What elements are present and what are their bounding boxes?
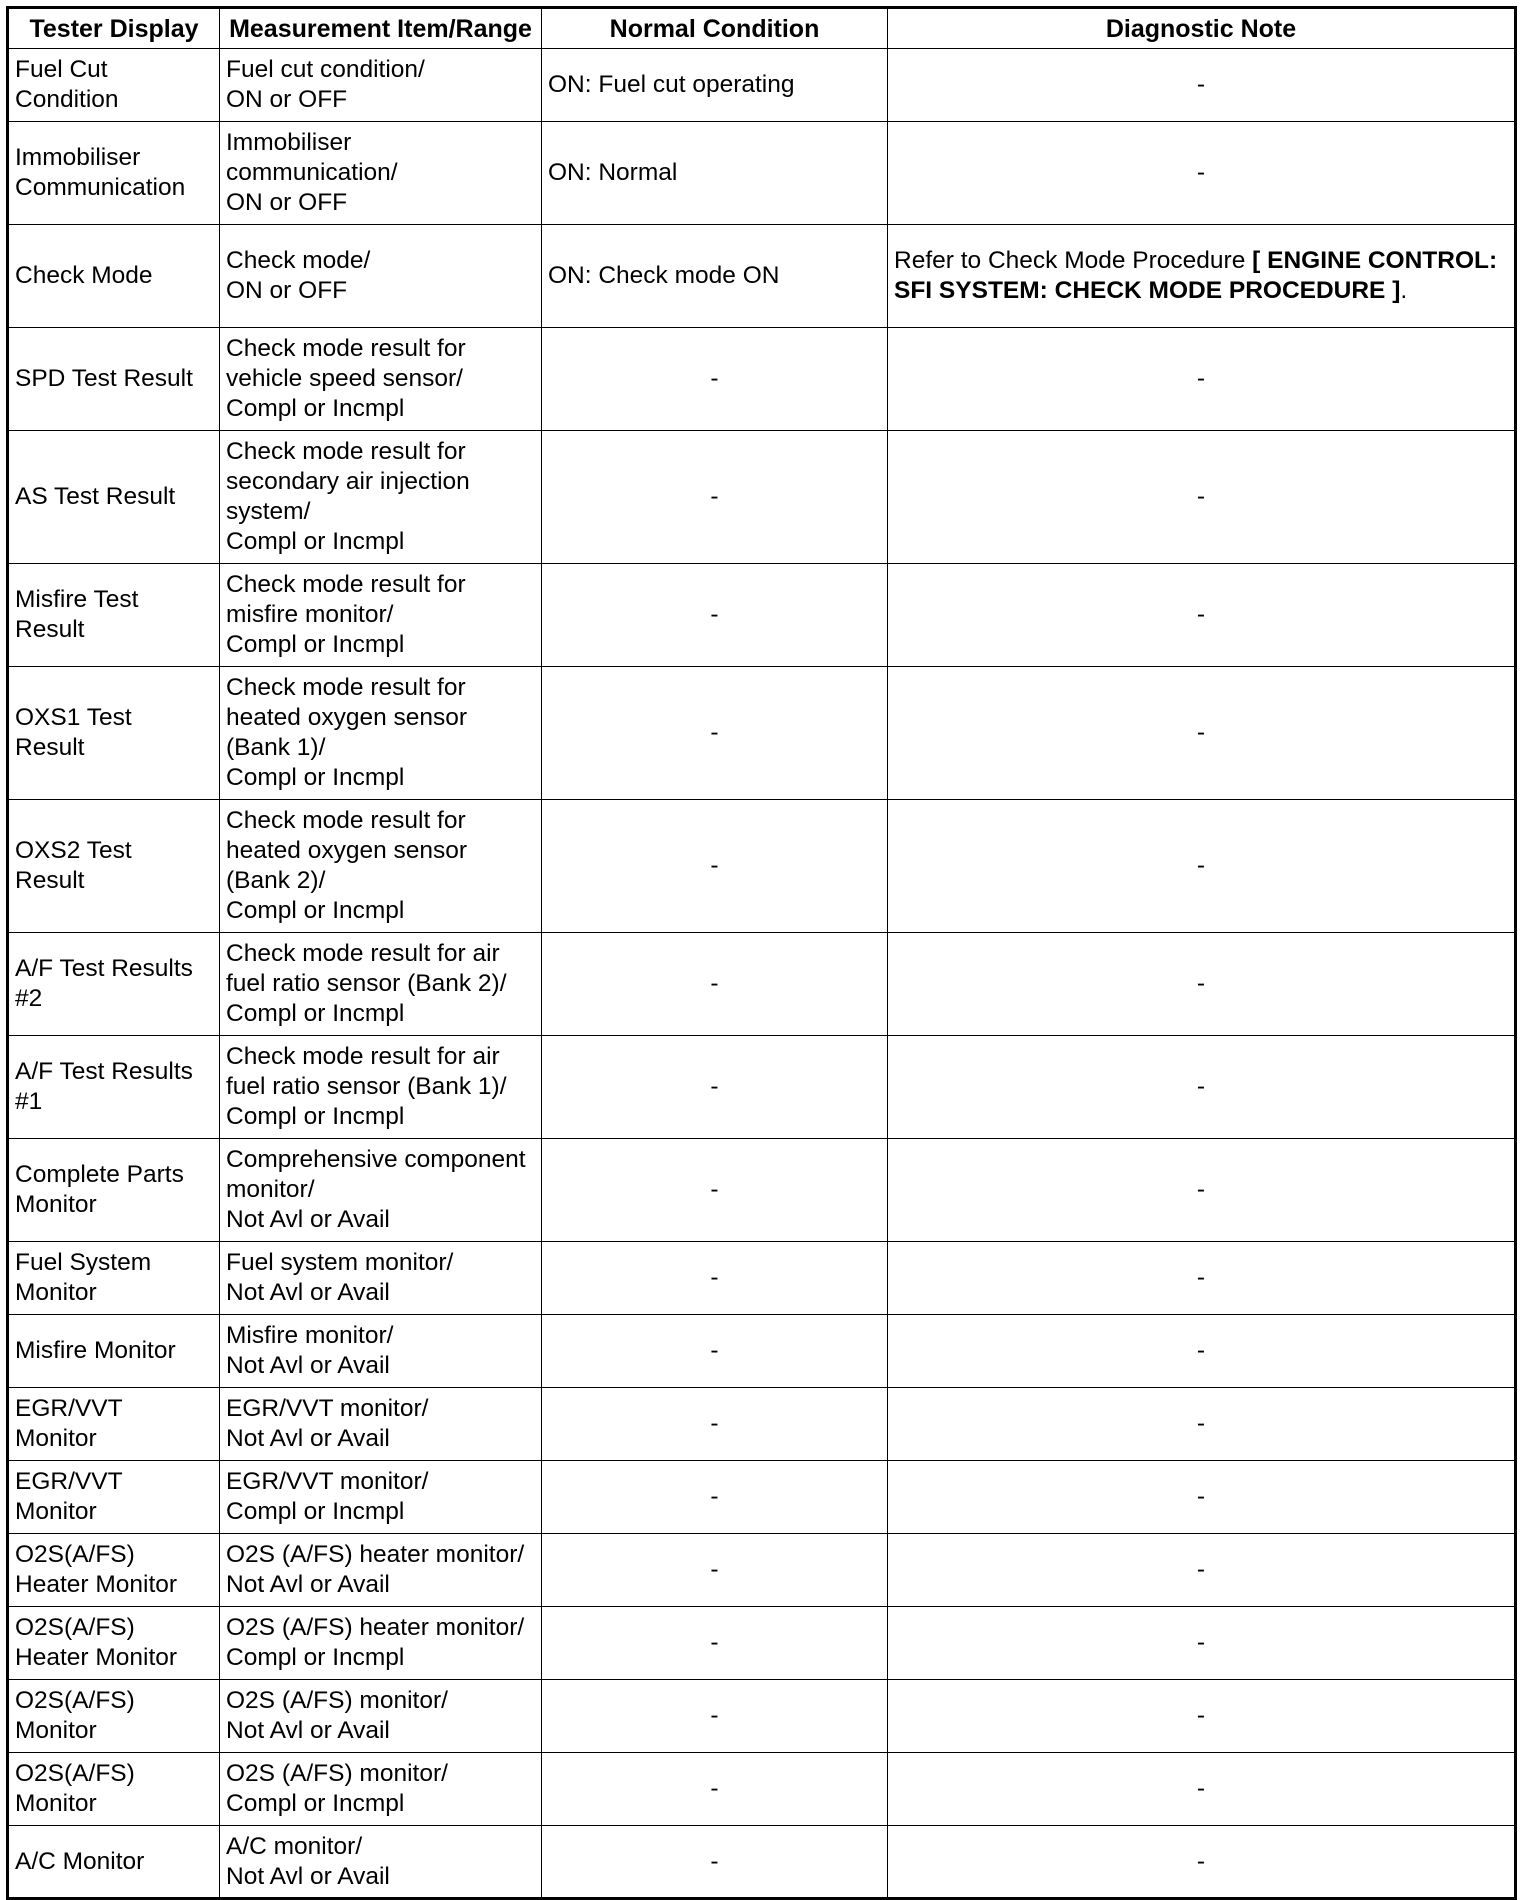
measurement-item-cell: EGR/VVT monitor/ Not Avl or Avail [220,1388,542,1461]
measurement-item-cell: Check mode result for air fuel ratio sensor (Bank 1)/ Compl or Incmpl [220,1036,542,1139]
measurement-item-cell: EGR/VVT monitor/ Compl or Incmpl [220,1461,542,1534]
tester-display-cell: EGR/VVT Monitor [8,1388,220,1461]
diagnostic-note-cell: - [888,1036,1516,1139]
note-text: Refer to Check Mode Procedure [894,247,1246,274]
tester-display-cell: Complete Parts Monitor [8,1139,220,1242]
table-row [8,225,1516,328]
tester-display-cell: O2S(A/FS) Heater Monitor [8,1534,220,1607]
tester-display-cell: Fuel System Monitor [8,1242,220,1315]
measurement-item-cell: Immobiliser communication/ ON or OFF [220,122,542,225]
table-row [8,1753,1516,1826]
diagnostic-note-cell: - [888,122,1516,225]
measurement-item-cell: O2S (A/FS) heater monitor/ Not Avl or Avail [220,1534,542,1607]
tester-display-cell: OXS2 Test Result [8,800,220,933]
column-header-normal-condition: Normal Condition [542,8,888,49]
tester-display-cell: Check Mode [8,225,220,328]
table-row [8,1680,1516,1753]
table-row [8,122,1516,225]
normal-condition-cell: ON: Normal [542,122,888,225]
diagnostic-note-cell: - [888,431,1516,564]
measurement-item-cell: Check mode result for misfire monitor/ Compl or Incmpl [220,564,542,667]
normal-condition-cell: - [542,933,888,1036]
table-row [8,800,1516,933]
procedure-reference-link[interactable]: [ ENGINE CONTROL: SFI SYSTEM: CHECK MODE PROCEDURE ] [894,247,1498,304]
normal-condition-cell: - [542,564,888,667]
table-row [8,1388,1516,1461]
normal-condition-cell: - [542,1534,888,1607]
table-row [8,49,1516,122]
normal-condition-cell: ON: Check mode ON [542,225,888,328]
diagnostic-note-cell: - [888,1388,1516,1461]
diagnostic-note-cell: - [888,1315,1516,1388]
column-header-measurement-item: Measurement Item/Range [220,8,542,49]
diagnostic-note-cell: - [888,1461,1516,1534]
measurement-item-cell: Check mode/ ON or OFF [220,225,542,328]
diagnostic-note-cell: - [888,1607,1516,1680]
diagnostic-note-cell: - [888,1534,1516,1607]
tester-display-cell: OXS1 Test Result [8,667,220,800]
table-row [8,328,1516,431]
tester-display-cell: Misfire Test Result [8,564,220,667]
measurement-item-cell: Check mode result for air fuel ratio sensor (Bank 2)/ Compl or Incmpl [220,933,542,1036]
tester-display-cell: A/F Test Results #2 [8,933,220,1036]
measurement-item-cell: Fuel cut condition/ ON or OFF [220,49,542,122]
column-header-tester-display: Tester Display [8,8,220,49]
diagnostic-note-cell: - [888,1826,1516,1899]
normal-condition-cell: ON: Fuel cut operating [542,49,888,122]
normal-condition-cell: - [542,1826,888,1899]
normal-condition-cell: - [542,1036,888,1139]
note-suffix: . [1400,277,1408,304]
diagnostic-note-cell: - [888,564,1516,667]
tester-display-table [6,6,1517,1900]
table-row [8,1036,1516,1139]
tester-display-cell: EGR/VVT Monitor [8,1461,220,1534]
tester-display-cell: Misfire Monitor [8,1315,220,1388]
table-row [8,667,1516,800]
table-row [8,1607,1516,1680]
table-row [8,1242,1516,1315]
diagnostic-note-cell: - [888,1680,1516,1753]
table-row [8,1139,1516,1242]
tester-display-cell: AS Test Result [8,431,220,564]
table-row [8,1315,1516,1388]
normal-condition-cell: - [542,667,888,800]
normal-condition-cell: - [542,1388,888,1461]
tester-display-cell: A/F Test Results #1 [8,1036,220,1139]
normal-condition-cell: - [542,1607,888,1680]
tester-display-cell: Immobiliser Communication [8,122,220,225]
table-row [8,1826,1516,1899]
normal-condition-cell: - [542,1753,888,1826]
diagnostic-note-cell: - [888,1139,1516,1242]
diagnostic-note-cell: - [888,800,1516,933]
diagnostic-note-cell [888,225,1516,328]
measurement-item-cell: O2S (A/FS) monitor/ Not Avl or Avail [220,1680,542,1753]
column-header-diagnostic-note: Diagnostic Note [888,8,1516,49]
tester-display-cell: O2S(A/FS) Monitor [8,1753,220,1826]
measurement-item-cell: Check mode result for heated oxygen sensor (Bank 1)/ Compl or Incmpl [220,667,542,800]
table-row [8,933,1516,1036]
normal-condition-cell: - [542,431,888,564]
table-row [8,564,1516,667]
diagnostic-note-cell: - [888,1753,1516,1826]
measurement-item-cell: Check mode result for secondary air injection system/ Compl or Incmpl [220,431,542,564]
normal-condition-cell: - [542,1242,888,1315]
normal-condition-cell: - [542,1315,888,1388]
measurement-item-cell: O2S (A/FS) heater monitor/ Compl or Incmpl [220,1607,542,1680]
table-row [8,1461,1516,1534]
diagnostic-note-cell: - [888,933,1516,1036]
tester-display-cell: A/C Monitor [8,1826,220,1899]
diagnostic-note-cell: - [888,49,1516,122]
measurement-item-cell: Misfire monitor/ Not Avl or Avail [220,1315,542,1388]
normal-condition-cell: - [542,1139,888,1242]
measurement-item-cell: Check mode result for vehicle speed sensor/ Compl or Incmpl [220,328,542,431]
measurement-item-cell: O2S (A/FS) monitor/ Compl or Incmpl [220,1753,542,1826]
tester-display-cell: Fuel Cut Condition [8,49,220,122]
header-row [8,8,1516,49]
normal-condition-cell: - [542,1680,888,1753]
table-row [8,431,1516,564]
normal-condition-cell: - [542,800,888,933]
table-row [8,1534,1516,1607]
measurement-item-cell: Fuel system monitor/ Not Avl or Avail [220,1242,542,1315]
diagnostic-note-cell: - [888,328,1516,431]
diagnostic-note-cell: - [888,1242,1516,1315]
normal-condition-cell: - [542,328,888,431]
normal-condition-cell: - [542,1461,888,1534]
measurement-item-cell: A/C monitor/ Not Avl or Avail [220,1826,542,1899]
tester-display-cell: O2S(A/FS) Monitor [8,1680,220,1753]
measurement-item-cell: Comprehensive component monitor/ Not Avl or Avail [220,1139,542,1242]
diagnostic-note-cell: - [888,667,1516,800]
tester-display-cell: O2S(A/FS) Heater Monitor [8,1607,220,1680]
measurement-item-cell: Check mode result for heated oxygen sensor (Bank 2)/ Compl or Incmpl [220,800,542,933]
tester-display-cell: SPD Test Result [8,328,220,431]
